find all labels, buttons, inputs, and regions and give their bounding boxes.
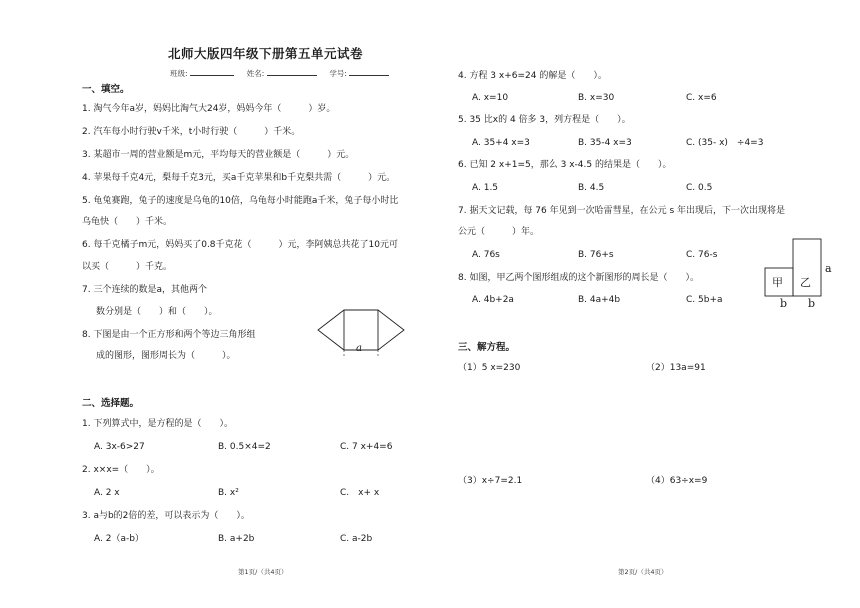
square-triangles-figure [318, 308, 408, 358]
question-text: 4. 方程 3 x+6=24 的解是（ ）。 [458, 71, 607, 81]
name-label: 姓名: [246, 69, 265, 78]
jia-yi-figure [764, 238, 824, 300]
question-text: 数分别是（ ）和（ ）。 [96, 307, 218, 317]
question-text: 乌龟快（ ）千米。 [82, 217, 173, 227]
figure-label-b: b [808, 297, 816, 310]
question-text: 3. a与b的2倍的差，可以表示为（ ）。 [82, 511, 250, 521]
option-c: C. 76-s [686, 250, 718, 260]
question-text: 7. 三个连续的数是a，其他两个 [82, 285, 207, 295]
question-text: 成的图形，图形周长为（ ）。 [96, 351, 236, 361]
option-a: A. 2（a-b） [94, 534, 144, 544]
id-field[interactable] [349, 66, 389, 76]
question-text: 5. 龟兔赛跑，兔子的速度是乌龟的10倍，乌龟每小时能跑a千米，兔子每小时比 [82, 196, 399, 206]
page-title: 北师大版四年级下册第五单元试卷 [168, 46, 364, 61]
section-equations: 三、解方程。 [458, 342, 516, 353]
option-b: B. 35-4 x=3 [578, 138, 632, 148]
question-text: 1. 下列算式中，是方程的是（ ）。 [82, 419, 233, 429]
option-a: A. 4b+2a [472, 295, 514, 305]
question-text: 7. 据天文记载，每 76 年见到一次哈雷彗星，在公元 s 年出现后，下一次出现将是 [458, 206, 786, 216]
option-b: B. 4.5 [578, 183, 605, 193]
option-c: C. (35- x) ÷4=3 [686, 138, 764, 148]
equation-4: （4）63÷x=9 [646, 476, 708, 486]
option-a: A. 35+4 x=3 [472, 138, 530, 148]
equation-1: （1）5 x=230 [458, 363, 521, 373]
equation-3: （3）x÷7=2.1 [458, 476, 523, 486]
question-text: 3. 某超市一周的营业额是m元，平均每天的营业额是（ ）元。 [82, 150, 355, 160]
page-footer: 第1页/（共4页） [238, 568, 288, 576]
option-a: A. 76s [472, 250, 500, 260]
question-text: 6. 每千克橘子m元，妈妈买了0.8千克花（ ）元，李阿姨总共花了10元可 [82, 240, 398, 250]
option-c: C. 7 x+4=6 [340, 442, 393, 452]
figure-label-a: a [825, 262, 832, 275]
section-fill-blank: 一、填空。 [82, 84, 130, 95]
question-text: 5. 35 比x的 4 倍多 3，列方程是（ ）。 [458, 115, 631, 125]
option-a: A. 1.5 [472, 183, 499, 193]
option-c: C. a-2b [340, 534, 373, 544]
name-field[interactable] [267, 66, 317, 76]
option-b: B. a+2b [218, 534, 255, 544]
figure-label-jia: 甲 [772, 276, 783, 289]
class-field[interactable] [190, 66, 234, 76]
student-info [170, 66, 389, 80]
option-b: B. x² [218, 488, 239, 498]
equation-2: （2）13a=91 [646, 363, 706, 373]
section-choice: 二、选择题。 [82, 398, 140, 409]
figure-label-b: b [780, 297, 788, 310]
option-a: A. 2 x [94, 488, 120, 498]
class-label: 班级: [170, 69, 188, 78]
question-text: 1. 淘气今年a岁，妈妈比淘气大24岁，妈妈今年（ ）岁。 [82, 104, 336, 114]
option-c: C. 0.5 [686, 183, 713, 193]
question-text: 4. 苹果每千克4元，梨每千克3元，买a千克苹果和b千克梨共需（ ）元。 [82, 173, 396, 183]
option-b: B. 4a+4b [578, 295, 621, 305]
option-a: A. x=10 [472, 93, 509, 103]
page-footer: 第2页/（共4页） [618, 568, 668, 576]
option-c: C. 5b+a [686, 295, 723, 305]
figure-label-yi: 乙 [800, 276, 811, 289]
option-b: B. 76+s [578, 250, 614, 260]
option-b: B. 0.5×4=2 [218, 442, 271, 452]
option-b: B. x=30 [578, 93, 615, 103]
option-c: C. x=6 [686, 93, 717, 103]
question-text: 2. x×x=（ ）。 [82, 465, 160, 475]
option-c: C. x+ x [340, 488, 380, 498]
id-label: 学号: [329, 69, 347, 78]
question-text: 6. 已知 2 x+1=5，那么 3 x-4.5 的结果是（ ）。 [458, 160, 672, 170]
question-text: 2. 汽车每小时行驶v千米，t小时行驶（ ）千米。 [82, 127, 301, 137]
option-a: A. 3x-6>27 [94, 442, 145, 452]
question-text: 8. 如图，甲乙两个图形组成的这个新图形的周长是（ ）。 [458, 273, 699, 283]
question-text: 8. 下图是由一个正方形和两个等边三角形组 [82, 330, 256, 340]
question-text: 公元（ ）年。 [458, 227, 540, 237]
question-text: 以买（ ）千克。 [82, 262, 173, 272]
figure-side-label: a [356, 343, 362, 354]
